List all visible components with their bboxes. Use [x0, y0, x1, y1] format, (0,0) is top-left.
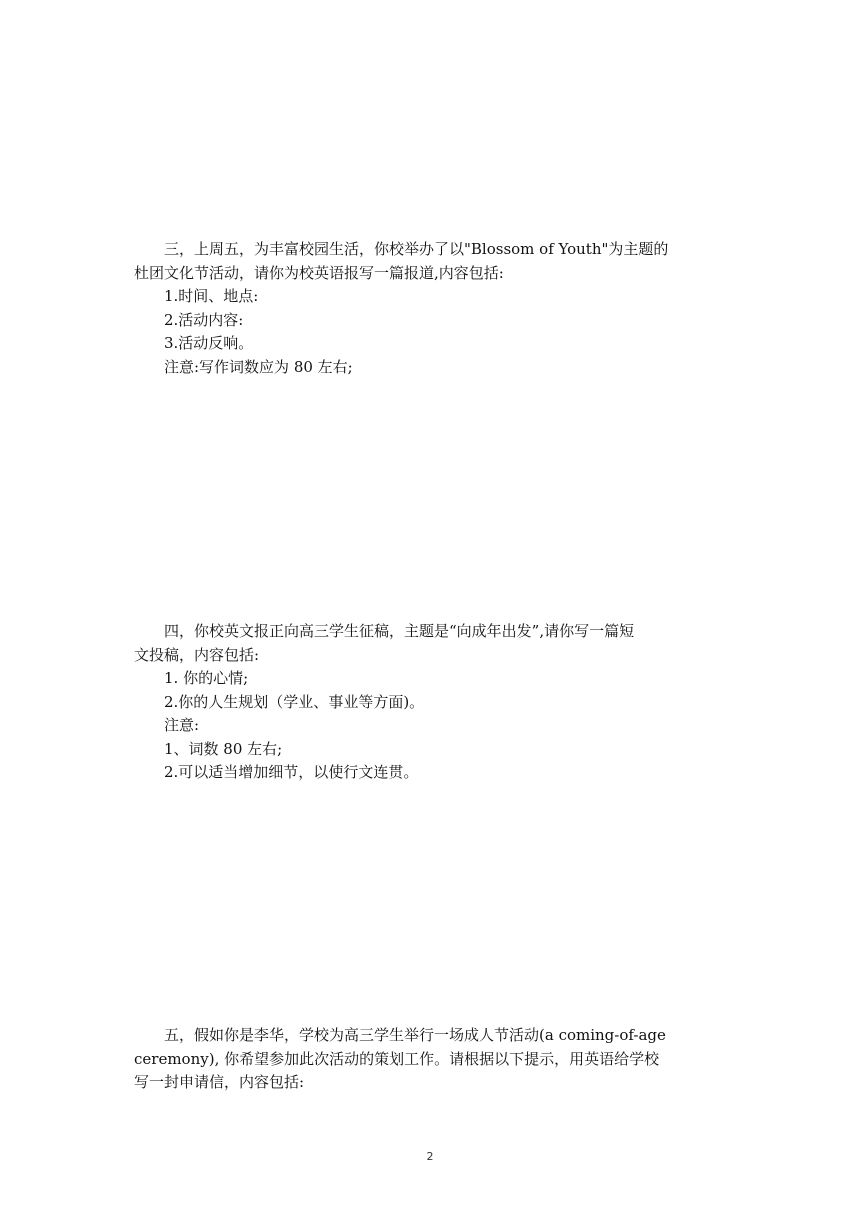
question-four-note: 注意:: [164, 716, 200, 734]
question-four-point: 2.你的人生规划（学业、事业等方面)。: [164, 692, 425, 711]
question-four-note-item: 1、词数 80 左右;: [164, 739, 283, 758]
question-four-line: 四，你校英文报正向高三学生征稿，主题是“向成年出发”,请你写一篇短: [164, 622, 635, 640]
question-three-point: 3.活动反响。: [164, 334, 254, 352]
question-four: [134, 620, 734, 785]
question-three-line: 三，上周五，为丰富校园生活，你校举办了以"Blossom of Youth"为主题的: [164, 240, 669, 258]
question-five-line: 五，假如你是李华，学校为高三学生举行一场成人节活动(a coming-of-age: [164, 1026, 666, 1044]
question-three-point: 1.时间、地点:: [164, 287, 259, 305]
question-five-line: 写一封申请信，内容包括:: [134, 1073, 305, 1091]
question-four-point: 1. 你的心情;: [164, 669, 249, 687]
question-four-note-item: 2.可以适当增加细节，以使行文连贯。: [164, 763, 419, 781]
question-five: [134, 1024, 734, 1095]
question-three: [134, 238, 734, 379]
question-three-note: 注意:写作词数应为 80 左右;: [164, 357, 353, 376]
question-three-point: 2.活动内容:: [164, 310, 244, 329]
question-four-line: 文投稿，内容包括:: [134, 645, 260, 664]
question-five-line: ceremony), 你希望参加此次活动的策划工作。请根据以下提示，用英语给学校: [134, 1049, 660, 1068]
question-three-line: 杜团文化节活动，请你为校英语报写一篇报道,内容包括:: [134, 263, 504, 282]
page-number: 2: [426, 1150, 434, 1163]
